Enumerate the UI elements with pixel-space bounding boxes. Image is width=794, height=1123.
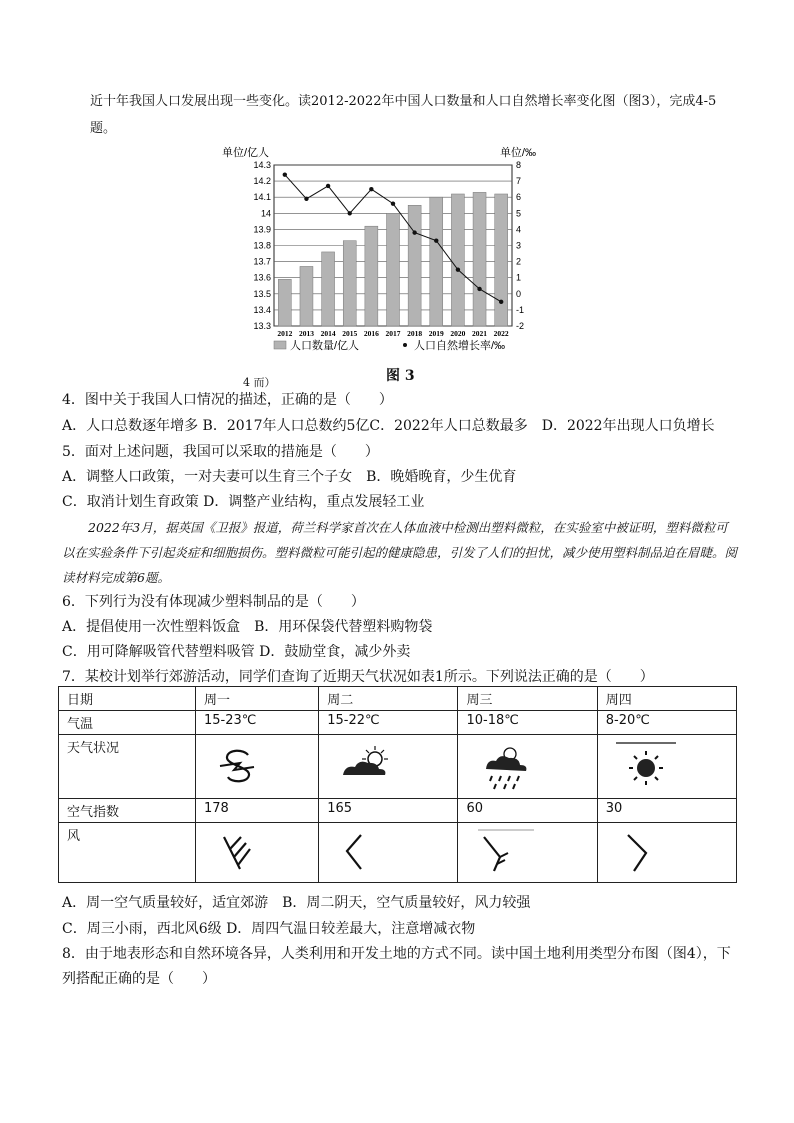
left-tick-label: 14	[260, 208, 271, 219]
right-tick-label: 5	[516, 208, 522, 219]
year-tick-label: 2019	[428, 329, 444, 338]
growth-rate-point	[499, 300, 503, 304]
header-mon: 周一	[196, 687, 319, 711]
left-tick-label: 13.8	[253, 240, 271, 251]
table-row-air	[59, 799, 737, 823]
growth-rate-point	[348, 211, 352, 215]
population-bar	[300, 266, 313, 326]
left-tick-label: 13.9	[253, 224, 271, 235]
header-wed: 周三	[458, 687, 597, 711]
population-bar	[343, 241, 356, 326]
right-axis-title: 单位/‰	[499, 147, 536, 159]
year-tick-label: 2015	[342, 329, 358, 338]
header-thu: 周四	[597, 687, 736, 711]
q7-options-ab: A．周一空气质量较好，适宜郊游 B．周二阴天，空气质量较好，风力较强	[62, 895, 531, 911]
q5-stem: 5．面对上述问题，我国可以采取的措施是（ ）	[62, 444, 379, 460]
right-tick-label: 8	[516, 160, 522, 170]
growth-rate-point	[412, 230, 416, 234]
partly-cloudy-icon	[337, 741, 397, 791]
year-tick-label: 2013	[298, 329, 314, 338]
right-tick-label: 4	[516, 224, 522, 235]
temp-mon: 15-23℃	[196, 711, 319, 735]
header-tue: 周二	[319, 687, 458, 711]
right-tick-label: 1	[516, 272, 522, 283]
cropped-label: 4 而）	[243, 376, 276, 389]
wind-barb-icon	[476, 829, 536, 877]
left-tick-label: 14.2	[253, 176, 271, 187]
wind-thu	[597, 823, 736, 883]
q7-stem: 7．某校计划举行郊游活动，同学们查询了近期天气状况如表1所示。下列说法正确的是（ ）	[62, 669, 654, 685]
intro-paragraph	[90, 88, 730, 142]
growth-rate-point	[326, 184, 330, 188]
population-chart	[222, 143, 542, 359]
year-tick-label: 2020	[450, 329, 466, 338]
weather-table	[58, 686, 737, 883]
sandstorm-icon	[214, 741, 264, 791]
right-tick-label: 2	[516, 256, 522, 267]
growth-rate-point	[477, 287, 481, 291]
q8-stem-line2: 列搭配正确的是（ ）	[62, 971, 216, 987]
wind-barb-icon	[337, 829, 387, 877]
legend-bar-swatch	[274, 341, 286, 349]
wind-wed	[458, 823, 597, 883]
q8-stem-line1: 8．由于地表形态和自然环境各异，人类利用和开发土地的方式不同。读中国土地利用类型分布图（图4），下	[62, 946, 731, 962]
population-bar	[387, 213, 400, 326]
legend-line-label: 人口自然增长率/‰	[414, 340, 506, 352]
table-row-weather	[59, 735, 737, 799]
year-tick-label: 2014	[320, 329, 336, 338]
wind-barb-icon	[214, 829, 264, 877]
left-tick-label: 13.3	[253, 321, 271, 331]
q6-options-cd: C．用可降解吸管代替塑料吸管 D．鼓励堂食，减少外卖	[62, 644, 411, 660]
year-tick-label: 2018	[407, 329, 423, 338]
population-bar	[430, 197, 443, 326]
right-tick-label: 6	[516, 192, 522, 203]
q5-options-ab: A．调整人口政策，一对夫妻可以生育三个子女 B．晚婚晚育，少生优育	[62, 469, 517, 485]
population-bar	[408, 205, 421, 326]
population-bar	[322, 252, 335, 326]
year-tick-label: 2012	[277, 329, 293, 338]
passage-text: 2022年3月，据英国《卫报》报道，荷兰科学家首次在人体血液中检测出塑料微粒，在实验室中被证明，塑料微粒可以在实验条件下引起炎症和细胞损伤。塑料微粒可能引起的健康隐患，引发了人们的担忧，减少使用塑料制品迫在眉睫。阅读材料完成第6题。	[62, 520, 738, 585]
population-bar	[473, 192, 486, 326]
legend-bar-label: 人口数量/亿人	[290, 340, 360, 352]
growth-rate-point	[283, 172, 287, 176]
population-bar	[451, 194, 464, 326]
right-tick-label: -2	[516, 321, 525, 331]
table-row-temp	[59, 711, 737, 735]
weather-tue	[319, 735, 458, 799]
air-thu: 30	[597, 799, 736, 823]
q5-options-cd: C．取消计划生育政策 D．调整产业结构，重点发展轻工业	[62, 494, 425, 510]
left-tick-label: 13.6	[253, 272, 271, 283]
sunny-icon	[616, 741, 676, 791]
air-label: 空气指数	[59, 799, 196, 823]
wind-barb-icon	[616, 829, 666, 877]
population-bar	[495, 194, 508, 326]
left-tick-label: 13.4	[253, 304, 271, 315]
weather-mon	[196, 735, 319, 799]
right-tick-label: -1	[516, 304, 525, 315]
table-row-wind	[59, 823, 737, 883]
passage-paragraph	[62, 515, 738, 590]
weather-label: 天气状况	[59, 735, 196, 799]
left-axis-title: 单位/亿人	[222, 147, 270, 159]
growth-rate-point	[434, 238, 438, 242]
figure-caption: 图 3	[386, 368, 415, 384]
left-tick-label: 14.1	[253, 192, 271, 203]
population-bar	[278, 279, 291, 326]
q4-options: A．人口总数逐年增多 B．2017年人口总数约5亿C．2022年人口总数最多 D．2022年出现人口负增长	[62, 418, 715, 434]
left-tick-label: 14.3	[253, 160, 271, 170]
temp-tue: 15-22℃	[319, 711, 458, 735]
temp-wed: 10-18℃	[458, 711, 597, 735]
wind-label: 风	[59, 823, 196, 883]
growth-rate-point	[304, 197, 308, 201]
wind-mon	[196, 823, 319, 883]
q6-stem: 6．下列行为没有体现减少塑料制品的是（ ）	[62, 594, 365, 610]
weather-thu	[597, 735, 736, 799]
year-tick-label: 2022	[493, 329, 509, 338]
year-tick-label: 2021	[472, 329, 488, 338]
legend-line-swatch	[403, 343, 407, 347]
growth-rate-point	[369, 187, 373, 191]
table-row-date	[59, 687, 737, 711]
q7-options-cd: C．周三小雨，西北风6级 D．周四气温日较差最大，注意增减衣物	[62, 921, 476, 937]
right-tick-label: 7	[516, 176, 522, 187]
temp-thu: 8-20℃	[597, 711, 736, 735]
right-tick-label: 3	[516, 240, 522, 251]
growth-rate-point	[391, 201, 395, 205]
intro-text: 近十年我国人口发展出现一些变化。读2012-2022年中国人口数量和人口自然增长率变化图（图3），完成4-5题。	[90, 94, 717, 136]
year-tick-label: 2017	[385, 329, 401, 338]
air-wed: 60	[458, 799, 597, 823]
weather-wed	[458, 735, 597, 799]
rain-icon	[476, 741, 536, 793]
left-tick-label: 13.5	[253, 288, 271, 299]
temp-label: 气温	[59, 711, 196, 735]
header-date: 日期	[59, 687, 196, 711]
air-mon: 178	[196, 799, 319, 823]
right-tick-label: 0	[516, 288, 522, 299]
growth-rate-point	[456, 267, 460, 271]
air-tue: 165	[319, 799, 458, 823]
q6-options-ab: A．提倡使用一次性塑料饭盒 B．用环保袋代替塑料购物袋	[62, 619, 433, 635]
q4-stem: 4．图中关于我国人口情况的描述，正确的是（ ）	[62, 392, 393, 408]
left-tick-label: 13.7	[253, 256, 271, 267]
year-tick-label: 2016	[363, 329, 379, 338]
population-bar	[365, 226, 378, 326]
wind-tue	[319, 823, 458, 883]
